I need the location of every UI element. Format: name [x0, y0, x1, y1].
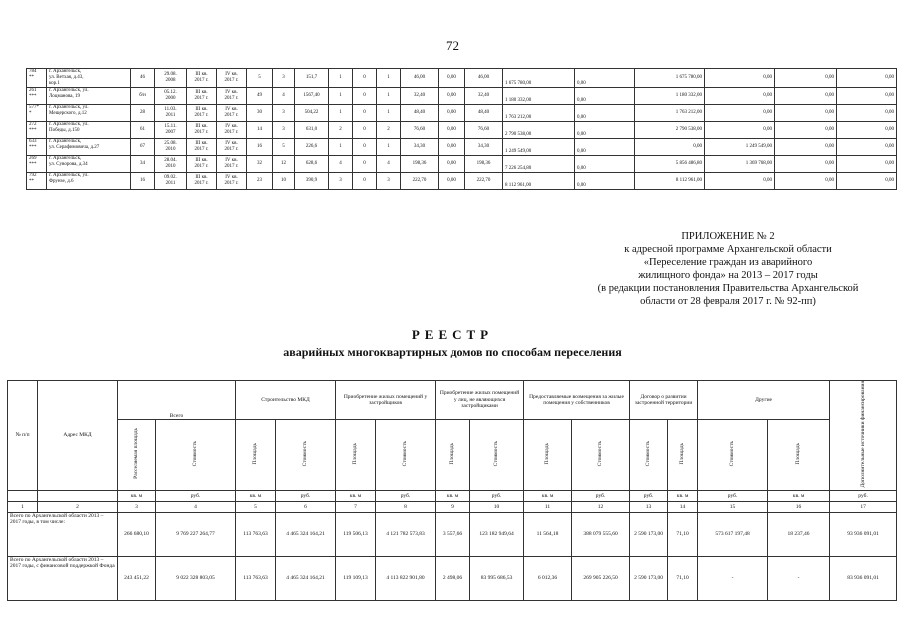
cell-p3: 1 — [377, 105, 401, 122]
cell-a2: 0,00 — [439, 105, 465, 122]
cell-t2: 0,00 — [705, 105, 775, 122]
header-extra-text: Дополнительные источники финансирования — [859, 381, 866, 488]
cell-c2: 3 — [273, 122, 295, 139]
cell-t4: 0,00 — [837, 156, 897, 173]
register-value: 388 079 555,60 — [572, 512, 630, 556]
cell-area: 631,0 — [295, 122, 329, 139]
row-label: Всего по Архангельской области 2013 – 2017 годы, в том числе: — [8, 512, 118, 556]
column-numbers-row — [8, 501, 897, 512]
cell-p3: 3 — [377, 173, 401, 190]
register-row — [8, 512, 897, 556]
register-value: 573 617 197,48 — [698, 512, 768, 556]
register-row — [8, 556, 897, 600]
cell-q2: IV кв. 2017 г. — [217, 69, 247, 88]
cell-t2: 0,00 — [705, 88, 775, 105]
register-subtitle: аварийных многоквартирных домов по способам переселения — [283, 345, 622, 359]
cell-cost: 1 675 780,00 — [503, 69, 575, 88]
cell-t3: 0,00 — [775, 173, 837, 190]
register-value: 11 564,18 — [524, 512, 572, 556]
cell-area: 390,9 — [295, 173, 329, 190]
column-number: 2 — [38, 501, 118, 512]
cell-house: 61 — [131, 122, 155, 139]
cell-t1: 1 675 780,00 — [635, 69, 705, 88]
cell-p2: 0 — [353, 122, 377, 139]
column-number: 17 — [830, 501, 897, 512]
column-number: 11 — [524, 501, 572, 512]
cell-t3: 0,00 — [775, 105, 837, 122]
unit-label: кв. м — [524, 490, 572, 501]
cell-q2: IV кв. 2017 г. — [217, 139, 247, 156]
register-value: 243 451,22 — [118, 556, 156, 600]
cell-a3: 32,40 — [465, 88, 503, 105]
unit-label: кв. м — [118, 490, 156, 501]
column-number: 1 — [8, 501, 38, 512]
cell-t3: 0,00 — [775, 156, 837, 173]
cell-t4: 0,00 — [837, 139, 897, 156]
subheader-cost: Стоимость — [572, 420, 630, 491]
cell-q: III кв. 2017 г. — [187, 173, 217, 190]
cell-t3: 0,00 — [775, 122, 837, 139]
cell-p3: 4 — [377, 156, 401, 173]
units-row — [8, 490, 897, 501]
cell-addr: г. Архангельск, ул. Мещерского, д.12 — [47, 105, 131, 122]
cell-t1: 2 790 538,00 — [635, 122, 705, 139]
cell-addr: г. Архангельск, ул. Суворова, д.34 — [47, 156, 131, 173]
subheader-cost: Стоимость — [698, 420, 768, 491]
cell-t1: 8 112 961,00 — [635, 173, 705, 190]
cell-a2: 0,00 — [439, 69, 465, 88]
cell-a1: 76,60 — [401, 122, 439, 139]
register-value: 113 763,63 — [236, 512, 276, 556]
unit-label: кв. м — [236, 490, 276, 501]
subheader-area: Площадь — [436, 420, 470, 491]
cell-id: 784 ** — [27, 69, 47, 88]
appendix-line: жилищного фонда» на 2013 – 2017 годы — [638, 270, 818, 281]
header-owners: Предоставляемые возмещения за жилые помещения у собственников — [524, 381, 630, 420]
cell-q: III кв. 2017 г. — [187, 139, 217, 156]
cell-c2: 3 — [273, 105, 295, 122]
appendix-line: к адресной программе Архангельской области — [624, 244, 832, 255]
cell-house: 67 — [131, 139, 155, 156]
register-value: 266 680,10 — [118, 512, 156, 556]
column-number: 6 — [276, 501, 336, 512]
cell-q2: IV кв. 2017 г. — [217, 122, 247, 139]
unit-label: руб. — [276, 490, 336, 501]
cell-t4: 0,00 — [837, 69, 897, 88]
cell-t1: 1 180 332,00 — [635, 88, 705, 105]
cell-a2: 0,00 — [439, 122, 465, 139]
column-number: 3 — [118, 501, 156, 512]
register-value: 9 022 328 803,05 — [156, 556, 236, 600]
cell-q2: IV кв. 2017 г. — [217, 156, 247, 173]
register-value: 18 237,46 — [768, 512, 830, 556]
cell-a2: 0,00 — [439, 156, 465, 173]
register-value: 2 590 173,00 — [630, 556, 668, 600]
cell-c2: 5 — [273, 139, 295, 156]
cell-cost: 2 790 538,00 — [503, 122, 575, 139]
appendix-header — [568, 230, 888, 308]
cell-a1: 222,70 — [401, 173, 439, 190]
appendix-line: области от 28 февраля 2017 г. № 92-пп) — [640, 296, 816, 307]
cell-c1: 32 — [247, 156, 273, 173]
cell-id: 633 *** — [27, 139, 47, 156]
cell-addr: г. Архангельск, ул. Лоцманова, 19 — [47, 88, 131, 105]
unit-label: руб. — [572, 490, 630, 501]
cell-p1: 1 — [329, 88, 353, 105]
unit-label: кв. м — [768, 490, 830, 501]
cell-t1: 0,00 — [635, 139, 705, 156]
table-row — [27, 88, 897, 105]
cell-z: 0,00 — [575, 139, 635, 156]
cell-p3: 1 — [377, 69, 401, 88]
cell-a2: 0,00 — [439, 173, 465, 190]
cell-addr: г. Архангельск, ул. Фрунзе, д.6 — [47, 173, 131, 190]
cell-addr: г. Архангельск, ул. Серафимовича, д.27 — [47, 139, 131, 156]
cell-area: 226,6 — [295, 139, 329, 156]
table-row — [27, 122, 897, 139]
cell-p1: 4 — [329, 156, 353, 173]
cell-cost: 1 763 212,00 — [503, 105, 575, 122]
cell-t4: 0,00 — [837, 105, 897, 122]
cell-t1: 1 763 212,00 — [635, 105, 705, 122]
register-value: 4 121 782 573,83 — [376, 512, 436, 556]
cell-cost: 7 226 254,80 — [503, 156, 575, 173]
appendix-line: ПРИЛОЖЕНИЕ № 2 — [681, 231, 775, 242]
cell-q: III кв. 2017 г. — [187, 105, 217, 122]
cell-p1: 1 — [329, 69, 353, 88]
cell-a3: 198,36 — [465, 156, 503, 173]
cell-a3: 46,00 — [465, 69, 503, 88]
cell-a3: 222,70 — [465, 173, 503, 190]
cell-p2: 0 — [353, 173, 377, 190]
cell-p1: 1 — [329, 105, 353, 122]
register-value: 2 590 173,00 — [630, 512, 668, 556]
cell-p2: 0 — [353, 139, 377, 156]
cell-t4: 0,00 — [837, 88, 897, 105]
cell-p2: 0 — [353, 105, 377, 122]
cell-a1: 32,40 — [401, 88, 439, 105]
cell-q: III кв. 2017 г. — [187, 156, 217, 173]
subheader-total-cost: Стоимость — [156, 420, 236, 491]
cell-q2: IV кв. 2017 г. — [217, 173, 247, 190]
cell-p3: 2 — [377, 122, 401, 139]
unit-label: руб. — [698, 490, 768, 501]
cell-house: 46 — [131, 69, 155, 88]
table-row — [27, 69, 897, 88]
cell-p3: 1 — [377, 139, 401, 156]
cell-a2: 0,00 — [439, 139, 465, 156]
header-extra — [830, 381, 897, 491]
cell-area: 504,22 — [295, 105, 329, 122]
cell-cost: 1 249 549,00 — [503, 139, 575, 156]
cell-addr: г. Архангельск, ул. Ветхая, д.43, кор.1 — [47, 69, 131, 88]
header-other: Другие — [698, 381, 830, 420]
cell-z: 0,00 — [575, 105, 635, 122]
unit-label: руб. — [376, 490, 436, 501]
cell-c1: 49 — [247, 88, 273, 105]
header-num: № п/п — [8, 381, 38, 491]
cell-q: III кв. 2017 г. — [187, 88, 217, 105]
cell-a1: 48,40 — [401, 105, 439, 122]
column-number: 7 — [336, 501, 376, 512]
register-value: 119 109,13 — [336, 556, 376, 600]
register-value: 123 182 949,64 — [470, 512, 524, 556]
cell-p2: 0 — [353, 69, 377, 88]
cell-p1: 2 — [329, 122, 353, 139]
cell-date: 15.11. 2007 — [155, 122, 187, 139]
subheader-area: Площадь — [668, 420, 698, 491]
header-total: Всего — [118, 381, 236, 420]
column-number: 5 — [236, 501, 276, 512]
register-value: 269 905 226,50 — [572, 556, 630, 600]
column-number: 16 — [768, 501, 830, 512]
cell-z: 0,00 — [575, 173, 635, 190]
cell-c2: 12 — [273, 156, 295, 173]
register-value: 83 995 686,53 — [470, 556, 524, 600]
column-number: 10 — [470, 501, 524, 512]
register-value: 9 769 227 264,77 — [156, 512, 236, 556]
column-number: 9 — [436, 501, 470, 512]
register-value: 4 465 324 164,21 — [276, 512, 336, 556]
cell-date: 09.02. 2011 — [155, 173, 187, 190]
cell-cost: 8 112 961,00 — [503, 173, 575, 190]
cell-t2: 0,00 — [705, 122, 775, 139]
subheader-area: Площадь — [768, 420, 830, 491]
cell-a1: 198,36 — [401, 156, 439, 173]
cell-house: 34 — [131, 156, 155, 173]
cell-t3: 0,00 — [775, 139, 837, 156]
subheader-total-area: Расселяемая площадь — [118, 420, 156, 491]
cell-area: 151,7 — [295, 69, 329, 88]
cell-t4: 0,00 — [837, 122, 897, 139]
cell-t3: 0,00 — [775, 69, 837, 88]
cell-id: 261 *** — [27, 88, 47, 105]
cell-z: 0,00 — [575, 88, 635, 105]
unit-label: руб. — [830, 490, 897, 501]
cell-t2: 0,00 — [705, 173, 775, 190]
cell-date: 25.08. 2010 — [155, 139, 187, 156]
subheader-area: Площадь — [336, 420, 376, 491]
cell-date: 28.04. 2010 — [155, 156, 187, 173]
cell-z: 0,00 — [575, 156, 635, 173]
unit-label: руб. — [156, 490, 236, 501]
register-value: - — [698, 556, 768, 600]
cell-a2: 0,00 — [439, 88, 465, 105]
cell-t3: 0,00 — [775, 88, 837, 105]
unit-label: кв. м — [336, 490, 376, 501]
cell-house: 16 — [131, 173, 155, 190]
cell-p2: 0 — [353, 88, 377, 105]
cell-a1: 34,30 — [401, 139, 439, 156]
register-value: 6 012,36 — [524, 556, 572, 600]
unit-label: руб. — [630, 490, 668, 501]
cell-a3: 34,30 — [465, 139, 503, 156]
register-value: - — [768, 556, 830, 600]
cell-p1: 3 — [329, 173, 353, 190]
table-row — [27, 105, 897, 122]
register-value: 71,10 — [668, 556, 698, 600]
register-value: 4 113 822 901,80 — [376, 556, 436, 600]
cell-a3: 76,60 — [465, 122, 503, 139]
unit-label: руб. — [470, 490, 524, 501]
column-number: 12 — [572, 501, 630, 512]
cell-id: 577* * — [27, 105, 47, 122]
register-value: 113 763,63 — [236, 556, 276, 600]
units-empty — [38, 490, 118, 501]
unit-label: кв. м — [668, 490, 698, 501]
register-value: 71,10 — [668, 512, 698, 556]
cell-p3: 1 — [377, 88, 401, 105]
register-value: 3 557,66 — [436, 512, 470, 556]
column-number: 14 — [668, 501, 698, 512]
cell-t1: 5 856 486,80 — [635, 156, 705, 173]
cell-c1: 14 — [247, 122, 273, 139]
cell-p2: 0 — [353, 156, 377, 173]
cell-q: III кв. 2017 г. — [187, 122, 217, 139]
cell-q2: IV кв. 2017 г. — [217, 105, 247, 122]
cell-c2: 10 — [273, 173, 295, 190]
subheader-area: Площадь — [524, 420, 572, 491]
column-number: 13 — [630, 501, 668, 512]
table-row — [27, 173, 897, 190]
header-territory: Договор о развитии застроенной территории — [630, 381, 698, 420]
cell-t2: 0,00 — [705, 69, 775, 88]
cell-c1: 30 — [247, 105, 273, 122]
cell-c1: 5 — [247, 69, 273, 88]
register-value: 93 936 091,01 — [830, 512, 897, 556]
continued-table — [26, 68, 897, 190]
appendix-line: (в редакции постановления Правительства Архангельской — [597, 283, 859, 294]
register-value: 2 498,06 — [436, 556, 470, 600]
cell-date: 29.08. 2008 — [155, 69, 187, 88]
cell-t2: 1 249 549,00 — [705, 139, 775, 156]
register-table — [7, 380, 897, 601]
header-acq-dev: Приобретение жилых помещений у застройщиков — [336, 381, 436, 420]
subheader-area: Площадь — [236, 420, 276, 491]
cell-c1: 23 — [247, 173, 273, 190]
cell-t2: 1 369 768,00 — [705, 156, 775, 173]
cell-t4: 0,00 — [837, 173, 897, 190]
header-acq-nondev: Приобретение жилых помещений у лиц, не являющихся застройщиками — [436, 381, 524, 420]
page-number: 72 — [446, 38, 459, 53]
header-construct: Строительство МКД — [236, 381, 336, 420]
row-label: Всего по Архангельской области 2013 – 2017 годы, с финансовой поддержкой Фонда — [8, 556, 118, 600]
cell-date: 11.03. 2011 — [155, 105, 187, 122]
subheader-cost: Стоимость — [470, 420, 524, 491]
cell-id: 272 *** — [27, 122, 47, 139]
cell-id: 269 *** — [27, 156, 47, 173]
cell-addr: г. Архангельск, ул. Победы, д.150 — [47, 122, 131, 139]
subheader-cost: Стоимость — [376, 420, 436, 491]
units-empty — [8, 490, 38, 501]
column-number: 8 — [376, 501, 436, 512]
cell-date: 05.12. 2000 — [155, 88, 187, 105]
cell-c1: 16 — [247, 139, 273, 156]
cell-c2: 3 — [273, 69, 295, 88]
subheader-cost: Стоимость — [630, 420, 668, 491]
cell-z: 0,00 — [575, 69, 635, 88]
table-row — [27, 156, 897, 173]
cell-house: б/н — [131, 88, 155, 105]
register-title: РЕЕСТР — [411, 327, 494, 342]
cell-house: 28 — [131, 105, 155, 122]
cell-z: 0,00 — [575, 122, 635, 139]
register-value: 119 506,13 — [336, 512, 376, 556]
cell-area: 628,6 — [295, 156, 329, 173]
header-addr: Адрес МКД — [38, 381, 118, 491]
cell-p1: 1 — [329, 139, 353, 156]
cell-q2: IV кв. 2017 г. — [217, 88, 247, 105]
cell-a3: 48,40 — [465, 105, 503, 122]
column-number: 15 — [698, 501, 768, 512]
unit-label: кв. м — [436, 490, 470, 501]
cell-a1: 46,00 — [401, 69, 439, 88]
cell-id: 792 ** — [27, 173, 47, 190]
cell-cost: 1 180 332,00 — [503, 88, 575, 105]
subheader-cost: Стоимость — [276, 420, 336, 491]
register-value: 4 465 324 164,21 — [276, 556, 336, 600]
register-value: 83 936 091,01 — [830, 556, 897, 600]
column-number: 4 — [156, 501, 236, 512]
cell-area: 1567,40 — [295, 88, 329, 105]
cell-q: III кв. 2017 г. — [187, 69, 217, 88]
table-row — [27, 139, 897, 156]
appendix-line: «Переселение граждан из аварийного — [643, 257, 813, 268]
cell-c2: 4 — [273, 88, 295, 105]
